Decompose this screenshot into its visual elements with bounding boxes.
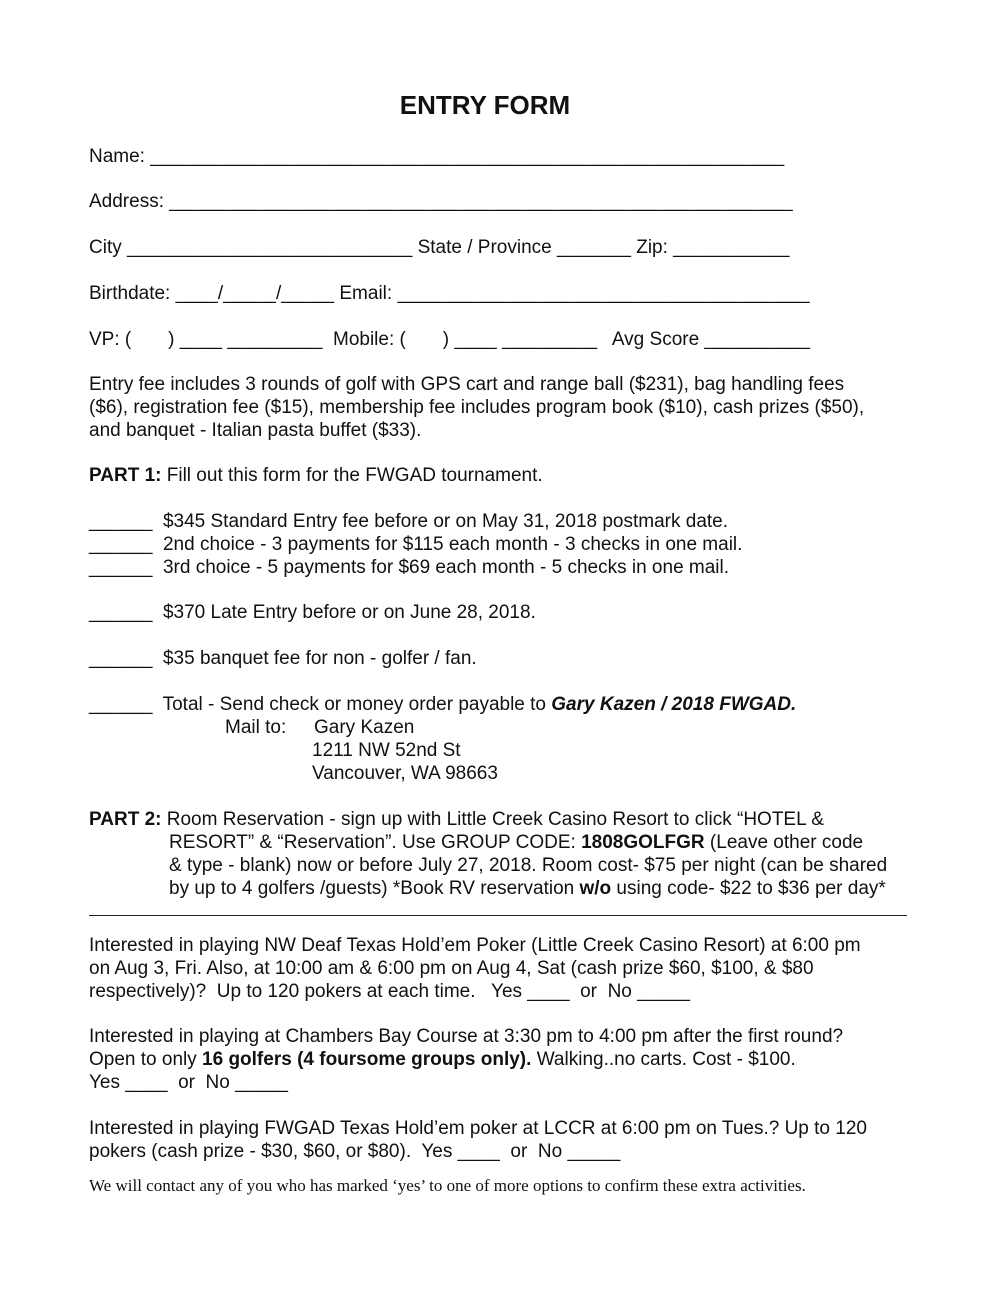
part2-line-3: & type - blank) now or before July 27, 2018. Room cost- $75 per night (can be shared <box>169 855 888 876</box>
mail-city: Vancouver, WA 98663 <box>312 763 498 784</box>
chambers-line-2-text: Open to only <box>89 1049 203 1070</box>
part2-label: PART 2: <box>89 809 162 830</box>
part2-heading <box>89 808 824 831</box>
chambers-line-1: Interested in playing at Chambers Bay Course at 3:30 pm to 4:00 pm after the first round? <box>89 1026 844 1047</box>
mail-street: 1211 NW 52nd St <box>312 740 461 761</box>
part2-line-2-text: RESORT” & “Reservation”. Use GROUP CODE: <box>169 832 582 853</box>
mail-to-label: Mail to: <box>225 717 287 738</box>
part1-text: Fill out this form for the FWGAD tournament. <box>161 465 543 486</box>
footer-note: We will contact any of you who has marked ‘yes’ to one of more options to confirm these extra activities. <box>89 1176 806 1195</box>
option-late-entry[interactable]: ______ $370 Late Entry before or on June 28, 2018. <box>89 602 536 623</box>
poker1-line-2: on Aug 3, Fri. Also, at 10:00 am & 6:00 pm on Aug 4, Sat (cash prize $60, $100, & $80 <box>89 958 814 979</box>
part2-line-2 <box>169 831 863 854</box>
total-line[interactable] <box>89 693 796 716</box>
option-banquet-fee[interactable]: ______ $35 banquet fee for non - golfer / fan. <box>89 648 477 669</box>
fee-info-line-2: ($6), registration fee ($15), membership fee includes program book ($10), cash prizes ($50), <box>89 397 865 418</box>
chambers-line-2-end: Walking..no carts. Cost - $100. <box>531 1049 796 1070</box>
part2-line-2-end: (Leave other code <box>704 832 864 853</box>
group-code: 1808GOLFGR <box>581 832 705 853</box>
part1-label: PART 1: <box>89 465 162 486</box>
part2-line-4 <box>169 877 886 900</box>
fee-info-line-3: and banquet - Italian pasta buffet ($33). <box>89 420 422 441</box>
part2-without: w/o <box>579 878 612 899</box>
birthdate-email-field[interactable]: Birthdate: ____/_____/_____ Email: _______________________________________ <box>89 283 810 304</box>
page-title: ENTRY FORM <box>399 90 571 120</box>
poker1-yes-no[interactable]: respectively)? Up to 120 pokers at each time. Yes ____ or No _____ <box>89 981 690 1002</box>
option-3rd-choice[interactable]: ______ 3rd choice - 5 payments for $69 each month - 5 checks in one mail. <box>89 557 730 578</box>
poker1-line-1: Interested in playing NW Deaf Texas Hold’em Poker (Little Creek Casino Resort) at 6:00 pm <box>89 935 861 956</box>
address-field[interactable]: Address: ___________________________________________________________ <box>89 191 793 212</box>
fee-info-line-1: Entry fee includes 3 rounds of golf with GPS cart and range ball ($231), bag handling fees <box>89 374 845 395</box>
option-2nd-choice[interactable]: ______ 2nd choice - 3 payments for $115 each month - 3 checks in one mail. <box>89 534 743 555</box>
part1-heading <box>89 464 543 487</box>
option-standard-entry[interactable]: ______ $345 Standard Entry fee before or on May 31, 2018 postmark date. <box>89 511 729 532</box>
chambers-line-2 <box>89 1048 796 1071</box>
mail-name: Gary Kazen <box>314 717 415 738</box>
city-state-zip-field[interactable]: City ___________________________ State / Province _______ Zip: ___________ <box>89 237 790 258</box>
payee-name: Gary Kazen / 2018 FWGAD. <box>551 694 797 715</box>
part2-line-4-end: using code- $22 to $36 per day* <box>611 878 886 899</box>
part2-line-4-text: by up to 4 golfers /guests) *Book RV reservation <box>169 878 580 899</box>
poker2-line-1: Interested in playing FWGAD Texas Hold’em poker at LCCR at 6:00 pm on Tues.? Up to 120 <box>89 1118 867 1139</box>
divider-line <box>89 915 907 916</box>
chambers-yes-no[interactable]: Yes ____ or No _____ <box>89 1072 288 1093</box>
phone-score-field[interactable]: VP: ( ) ____ _________ Mobile: ( ) ____ _________ Avg Score __________ <box>89 329 811 350</box>
total-prefix: ______ Total - Send check or money order payable to <box>89 694 552 715</box>
poker2-yes-no[interactable]: pokers (cash prize - $30, $60, or $80). Yes ____ or No _____ <box>89 1141 621 1162</box>
part2-line-1: Room Reservation - sign up with Little Creek Casino Resort to click “HOTEL & <box>161 809 824 830</box>
chambers-limit: 16 golfers (4 foursome groups only). <box>202 1049 532 1070</box>
name-field[interactable]: Name: ____________________________________________________________ <box>89 146 785 167</box>
